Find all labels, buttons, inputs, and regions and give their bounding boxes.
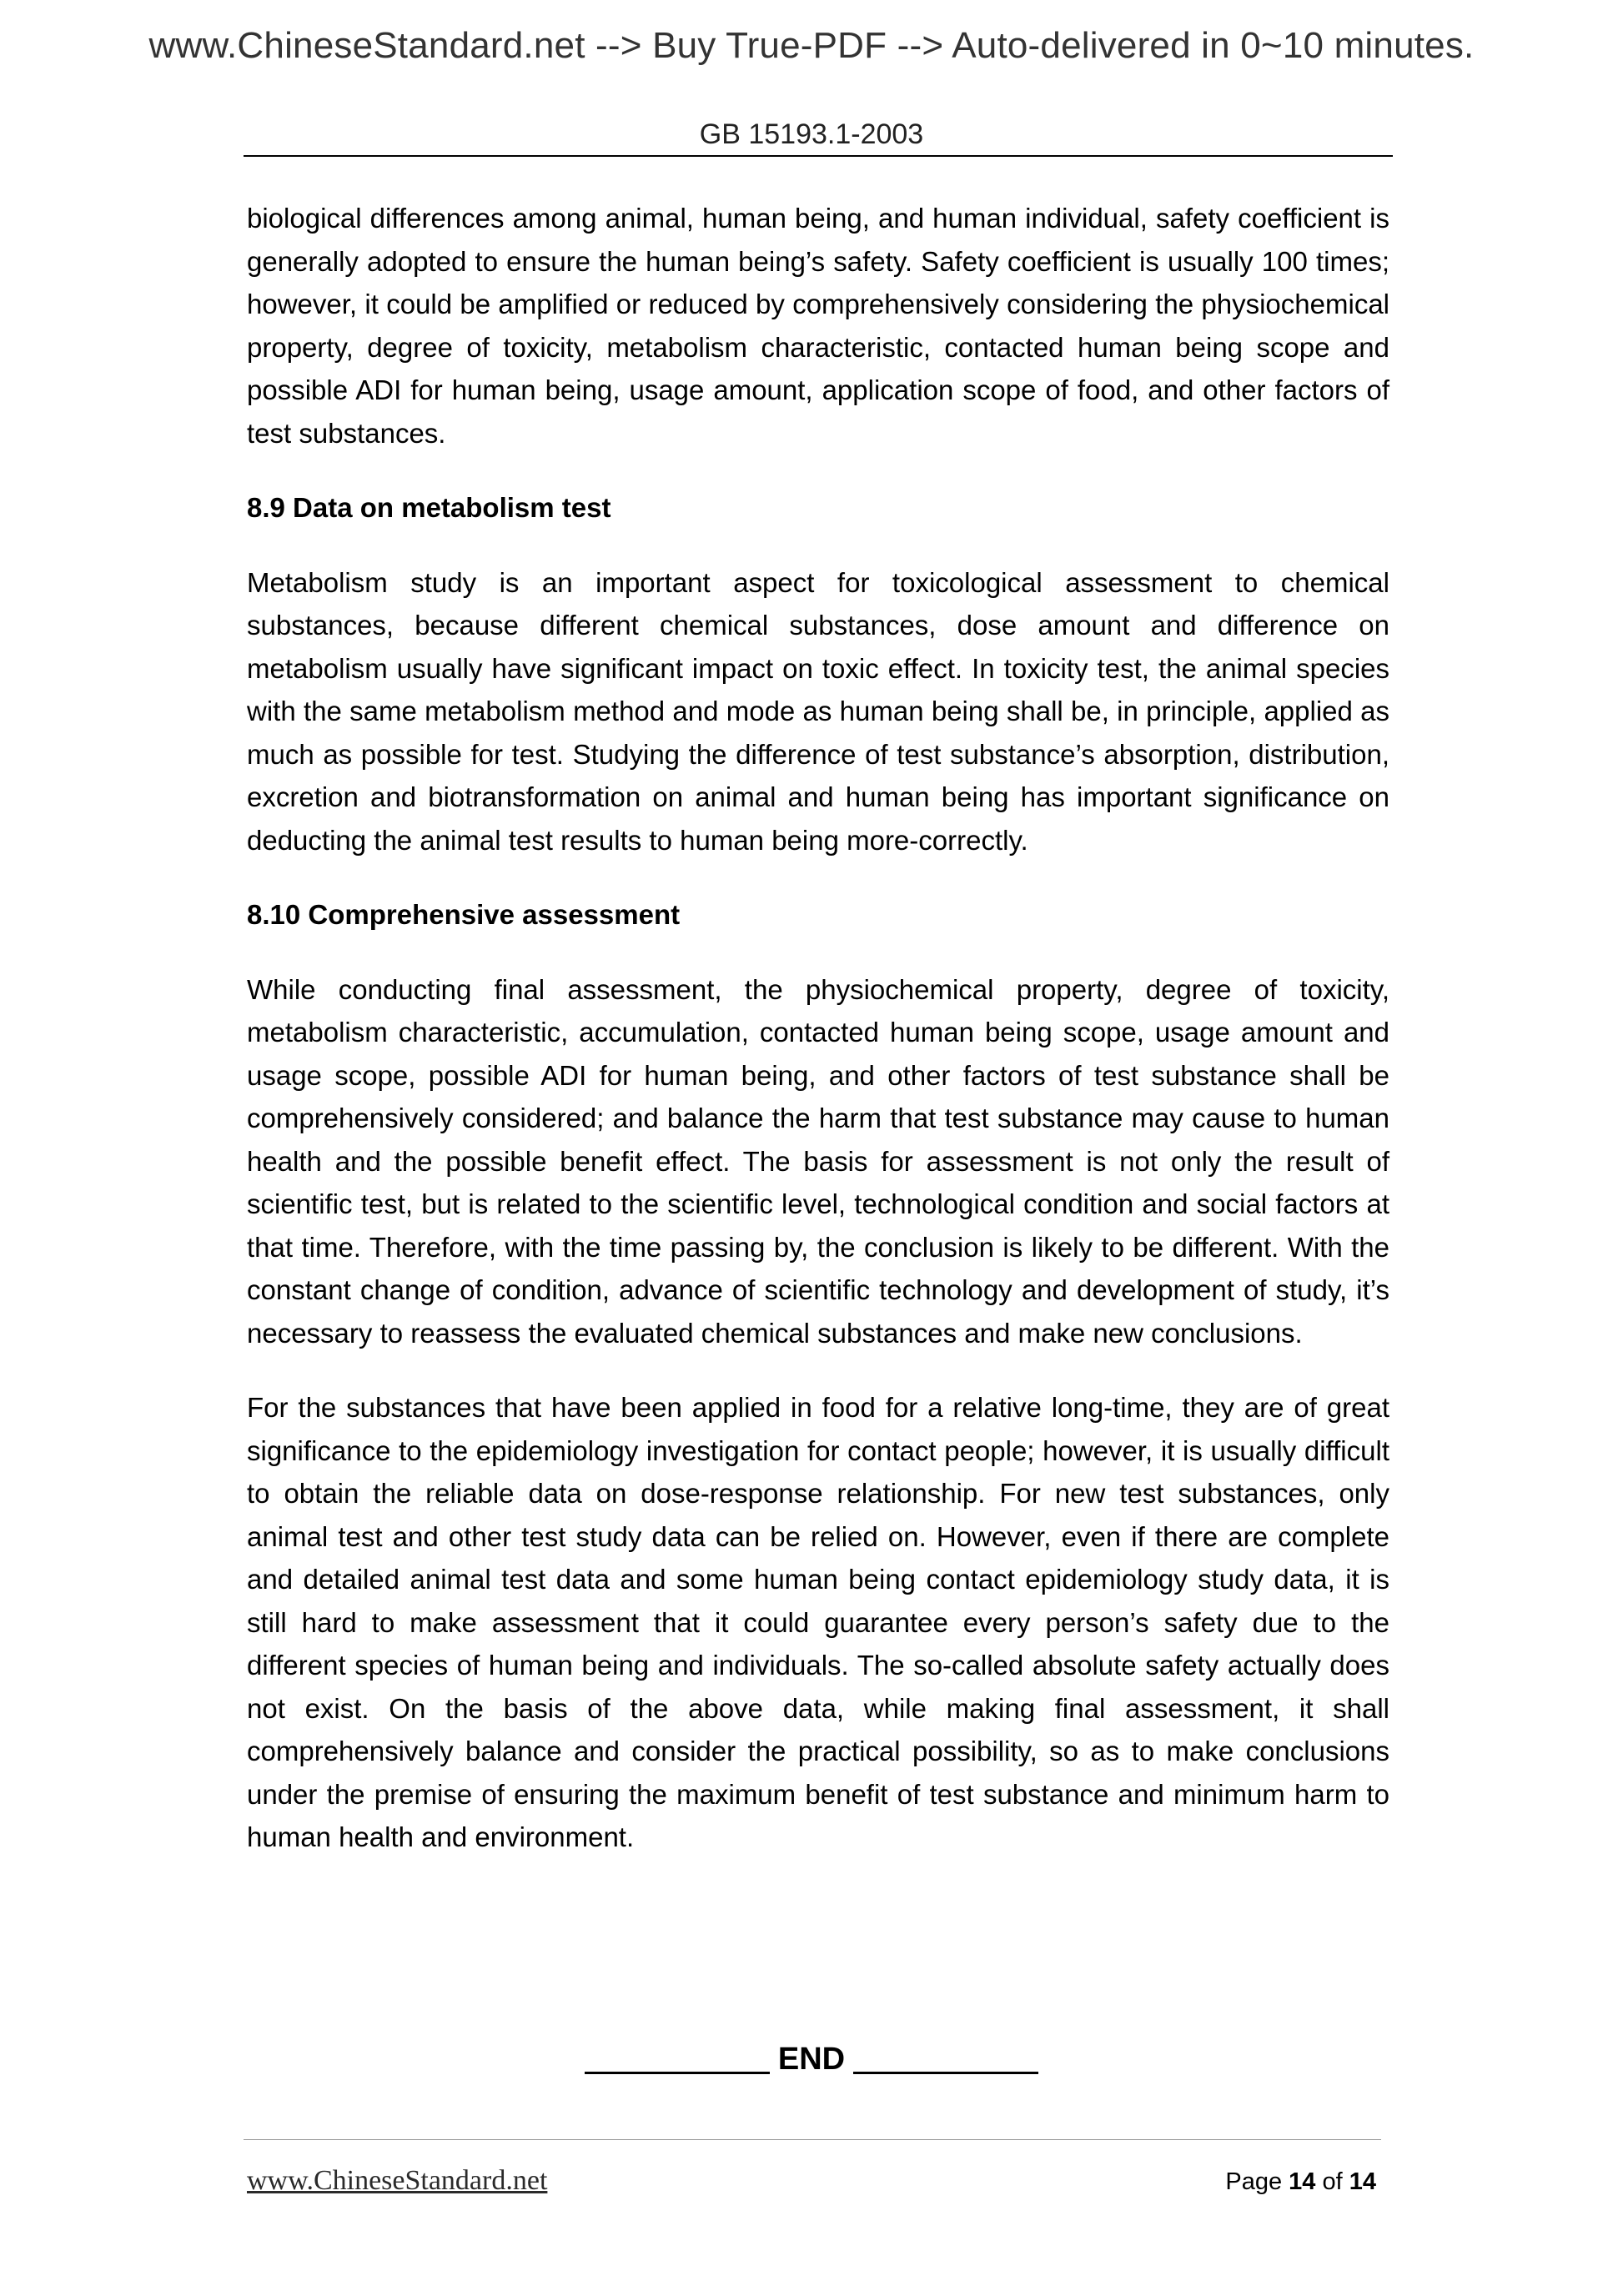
intro-paragraph: biological differences among animal, human being, and human individual, safety coefficient is generally adopted to ensure the human being’s safety. Safety coefficient is usually 100 times; however, it could be amplified or reduced by comprehensively considering the physiochemical property, degree of toxicity, metabolism characteristic, contacted human being scope and possible ADI for human being, usage amount, application scope of food, and other factors of test substances. <box>247 203 1389 449</box>
document-code: GB 15193.1-2003 <box>699 118 924 150</box>
page-current: 14 <box>1289 2168 1316 2195</box>
section-8-10-paragraph-2: For the substances that have been applied in food for a relative long-time, they are of great significance to the epidemiology investigation for contact people; however, it is usually difficult to obtain the reliable data on dose-response relationship. For new test substances, only animal test and other test study data can be relied on. However, even if there are complete and detailed animal test data and some human being contact epidemiology study data, it is still hard to make assessment that it could guarantee every person’s safety due to the different species of human being and individuals. The so-called absolute safety actually does not exist. On the basis of the above data, while making final assessment, it shall comprehensively balance and consider the practical possibility, so as to make conclusions under the premise of ensuring the maximum benefit of test substance and minimum harm to human health and environment. <box>247 1392 1389 1852</box>
page-prefix: Page <box>1225 2168 1283 2195</box>
section-8-9-paragraph: Metabolism study is an important aspect for toxicological assessment to chemical substances, because different chemical substances, dose amount and difference on metabolism usually have significant impact on toxic effect. In toxicity test, the animal species with the same metabolism method and mode as human being shall be, in principle, applied as much as possible for test. Studying the difference of test substance’s absorption, distribution, excretion and biotransformation on animal and human being has important significance on deducting the animal test results to human being more-correctly. <box>247 566 1389 856</box>
end-left-rule <box>585 2072 770 2074</box>
page-content <box>247 197 1389 1891</box>
section-8-10-paragraph-1: While conducting final assessment, the physiochemical property, degree of toxicity, metabolism characteristic, accumulation, contacted human being scope, usage amount and usage scope, possible ADI for human being, and other factors of test substance shall be comprehensively considered; and balance the harm that test substance may cause to human health and the possible benefit effect. The basis for assessment is not only the result of scientific test, but is related to the scientific level, technological condition and social factors at that time. Therefore, with the time passing by, the conclusion is likely to be different. With the constant change of condition, advance of scientific technology and development of study, it’s necessary to reassess the evaluated chemical substances and make new conclusions. <box>247 973 1389 1349</box>
end-right-rule <box>853 2072 1038 2074</box>
page-number <box>1225 2168 1376 2196</box>
section-heading-8-9: 8.9 Data on metabolism test <box>247 492 611 523</box>
page-total: 14 <box>1349 2168 1376 2195</box>
header-divider <box>244 155 1393 157</box>
footer-divider <box>244 2139 1381 2140</box>
footer-site-link[interactable]: www.ChineseStandard.net <box>247 2165 548 2196</box>
end-marker <box>0 2042 1623 2077</box>
end-label: END <box>777 2042 846 2077</box>
section-heading-8-10: 8.10 Comprehensive assessment <box>247 899 681 930</box>
top-banner-link[interactable]: www.ChineseStandard.net --> Buy True-PDF --> Auto-delivered in 0~10 minutes. <box>148 25 1475 66</box>
page-of: of <box>1322 2168 1343 2195</box>
